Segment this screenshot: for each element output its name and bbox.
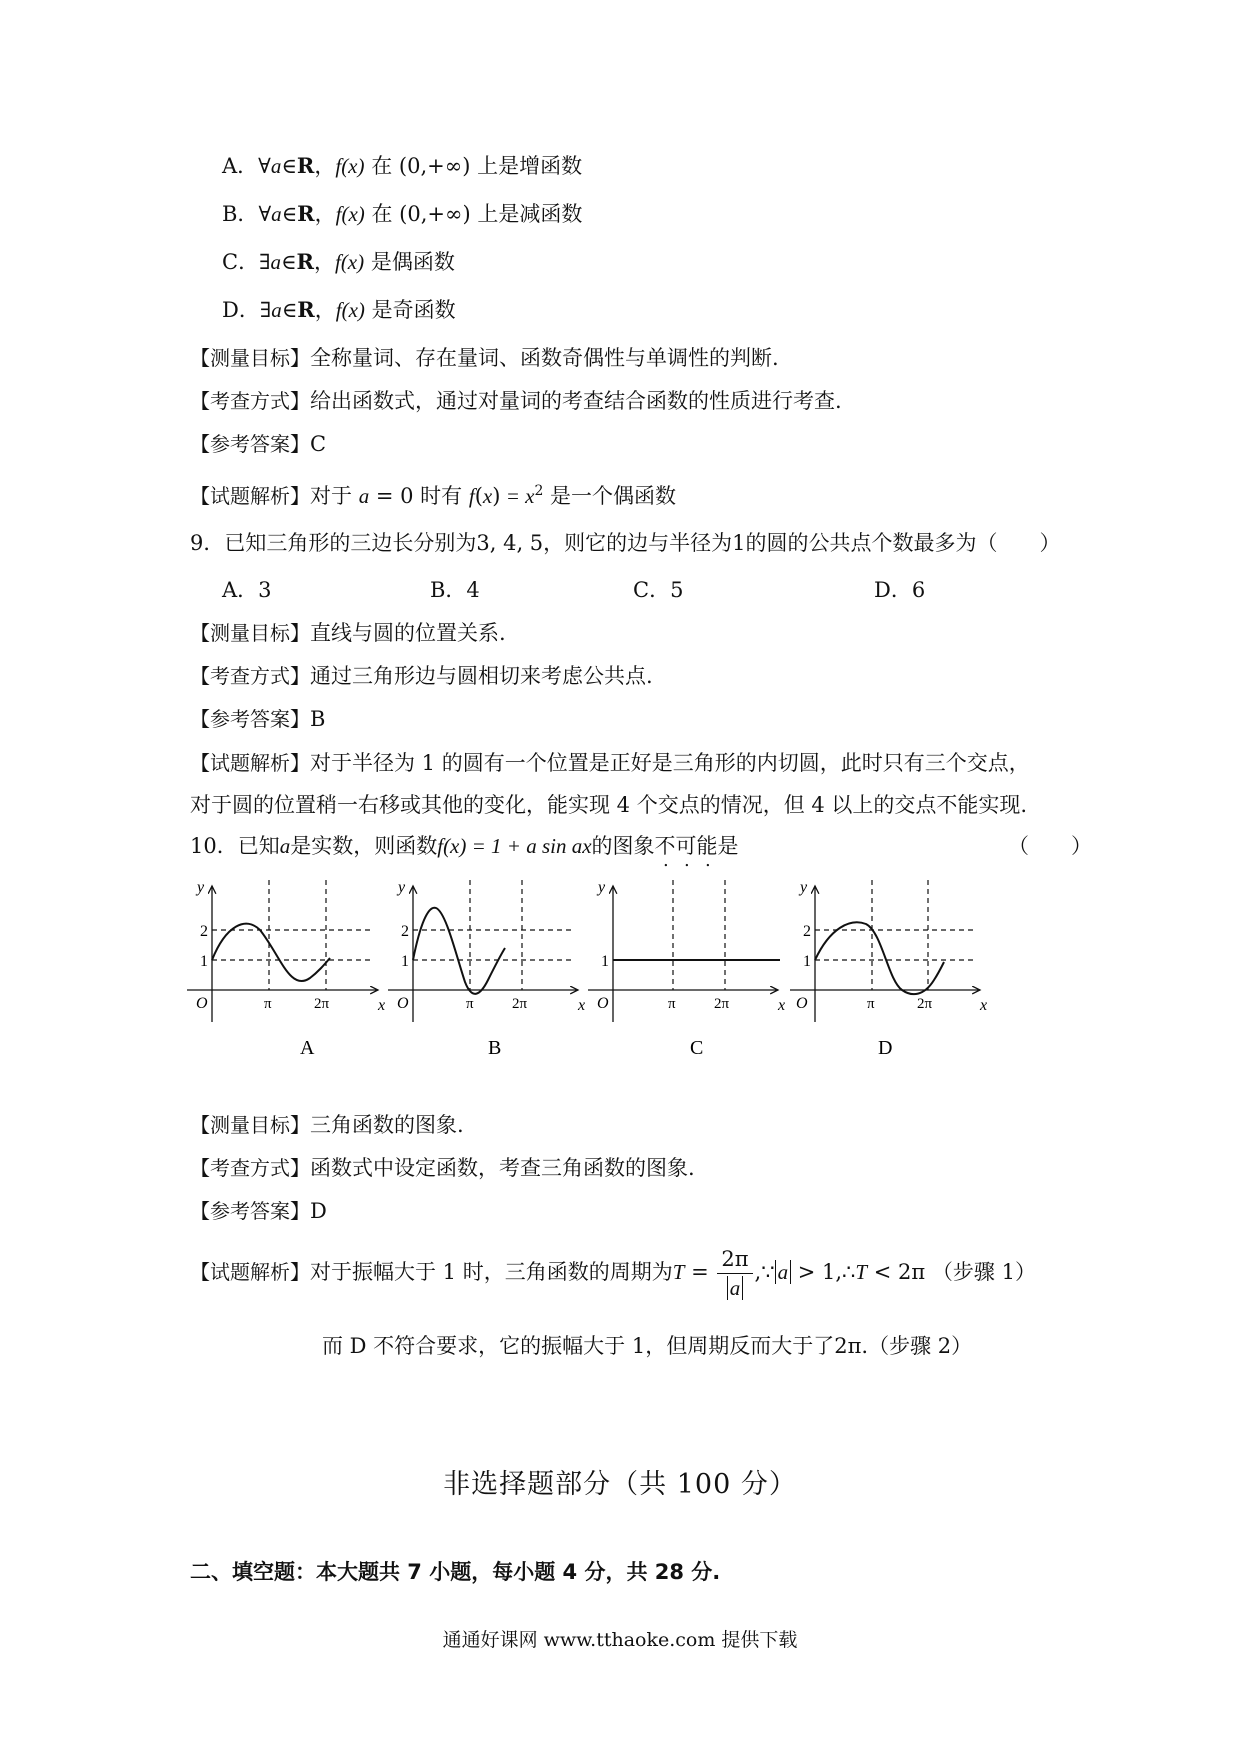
q9-option-c: C．5	[633, 578, 684, 602]
graph-b-2pi: 2π	[512, 996, 528, 1012]
graph-c-one: 1	[601, 953, 609, 970]
graph-d-curve	[815, 922, 944, 994]
q9-option-a: A．3	[222, 578, 272, 602]
period-fraction: $\frac{2\pi}{a}$	[717, 1245, 752, 1302]
graph-d-2pi: 2π	[917, 996, 933, 1012]
q9-target: 【测量目标】直线与圆的位置关系.	[190, 621, 506, 645]
q10-analysis-line1: 【试题解析】对于振幅大于 1 时，三角函数的周期为T = $\frac{2\pi}{a}$ ,∵ a > 1,∴T < 2π （步骤 1）	[190, 1247, 1036, 1300]
graph-d-one: 1	[803, 953, 811, 970]
q8-method: 【考查方式】给出函数式，通过对量词的考查结合函数的性质进行考查.	[190, 389, 842, 413]
q8-target: 【测量目标】全称量词、存在量词、函数奇偶性与单调性的判断.	[190, 346, 779, 370]
graph-b-label: B	[488, 1037, 502, 1059]
graph-b-pi: π	[466, 996, 474, 1012]
q10-answer-paren: （ ）	[1008, 834, 1092, 858]
q9-option-d: D．6	[874, 578, 926, 602]
graph-a	[187, 879, 385, 1059]
q8-option-c: C．∃a∈R，f(x) 是偶函数	[222, 249, 455, 274]
graph-b-two: 2	[401, 923, 409, 940]
q10-graphs	[0, 870, 1240, 1100]
q9-analysis-line1: 【试题解析】对于半径为 1 的圆有一个位置是正好是三角形的内切圆，此时只有三个交点，	[190, 751, 1030, 775]
graph-d-pi: π	[867, 996, 875, 1012]
q9-method: 【考查方式】通过三角形边与圆相切来考虑公共点.	[190, 664, 653, 688]
graph-a-two: 2	[200, 923, 208, 940]
q8-option-a: A．∀a∈R，f(x) 在 (0,+∞) 上是增函数	[222, 153, 583, 178]
graph-a-curve	[212, 924, 330, 981]
graph-a-2pi: 2π	[314, 996, 330, 1012]
graph-b-y: y	[398, 879, 406, 896]
graph-a-label: A	[300, 1037, 315, 1059]
graph-d	[790, 879, 987, 1059]
graph-d-label: D	[878, 1037, 893, 1059]
graph-b	[388, 879, 585, 1059]
q9-option-b: B．4	[430, 578, 480, 602]
fill-in-section-title: 二、填空题：本大题共 7 小题，每小题 4 分，共 28 分.	[190, 1560, 721, 1584]
graph-a-x: x	[378, 997, 386, 1014]
q10-analysis-line2: 而 D 不符合要求，它的振幅大于 1，但周期反而大于了2π.（步骤 2）	[322, 1334, 973, 1358]
q9-answer: 【参考答案】B	[190, 707, 326, 731]
graph-c-2pi: 2π	[714, 996, 730, 1012]
graph-b-one: 1	[401, 953, 409, 970]
graph-b-curve	[413, 908, 505, 994]
graph-a-origin: O	[196, 995, 208, 1012]
graph-c-label: C	[690, 1037, 704, 1059]
graph-c-origin: O	[597, 995, 609, 1012]
graph-b-x: x	[578, 997, 586, 1014]
graph-a-y: y	[197, 879, 205, 896]
graph-c-y: y	[598, 879, 606, 896]
q10-target: 【测量目标】三角函数的图象.	[190, 1113, 464, 1137]
graph-d-origin: O	[796, 995, 808, 1012]
q8-answer: 【参考答案】C	[190, 432, 327, 456]
q9-stem: 9．已知三角形的三边长分别为3, 4, 5，则它的边与半径为1的圆的公共点个数最多为（ ）	[190, 531, 1061, 555]
graph-d-x: x	[980, 997, 988, 1014]
q10-stem: 10．已知a是实数，则函数f(x) = 1 + a sin ax的图象不可能是	[190, 834, 739, 858]
graph-d-two: 2	[803, 923, 811, 940]
q8-option-b: B．∀a∈R，f(x) 在 (0,+∞) 上是减函数	[222, 201, 583, 226]
q8-analysis: 【试题解析】对于 a = 0 时有 $f(x) = x^2$ 是一个偶函数	[190, 483, 677, 508]
graph-d-y: y	[800, 879, 808, 896]
graph-c	[588, 879, 785, 1059]
graph-a-one: 1	[200, 953, 208, 970]
graph-c-pi: π	[668, 996, 676, 1012]
footer: 通通好课网 www.tthaoke.com 提供下载	[442, 1629, 798, 1651]
section-heading: 非选择题部分（共 100 分）	[443, 1469, 797, 1500]
q8-option-d: D．∃a∈R，f(x) 是奇函数	[222, 297, 456, 322]
q9-analysis-line2: 对于圆的位置稍一右移或其他的变化，能实现 4 个交点的情况，但 4 以上的交点不能实现.	[190, 793, 1028, 817]
q10-method: 【考查方式】函数式中设定函数，考查三角函数的图象.	[190, 1156, 695, 1180]
graph-c-x: x	[778, 997, 786, 1014]
graph-a-pi: π	[264, 996, 272, 1012]
graph-b-origin: O	[397, 995, 409, 1012]
q10-answer: 【参考答案】D	[190, 1199, 327, 1223]
